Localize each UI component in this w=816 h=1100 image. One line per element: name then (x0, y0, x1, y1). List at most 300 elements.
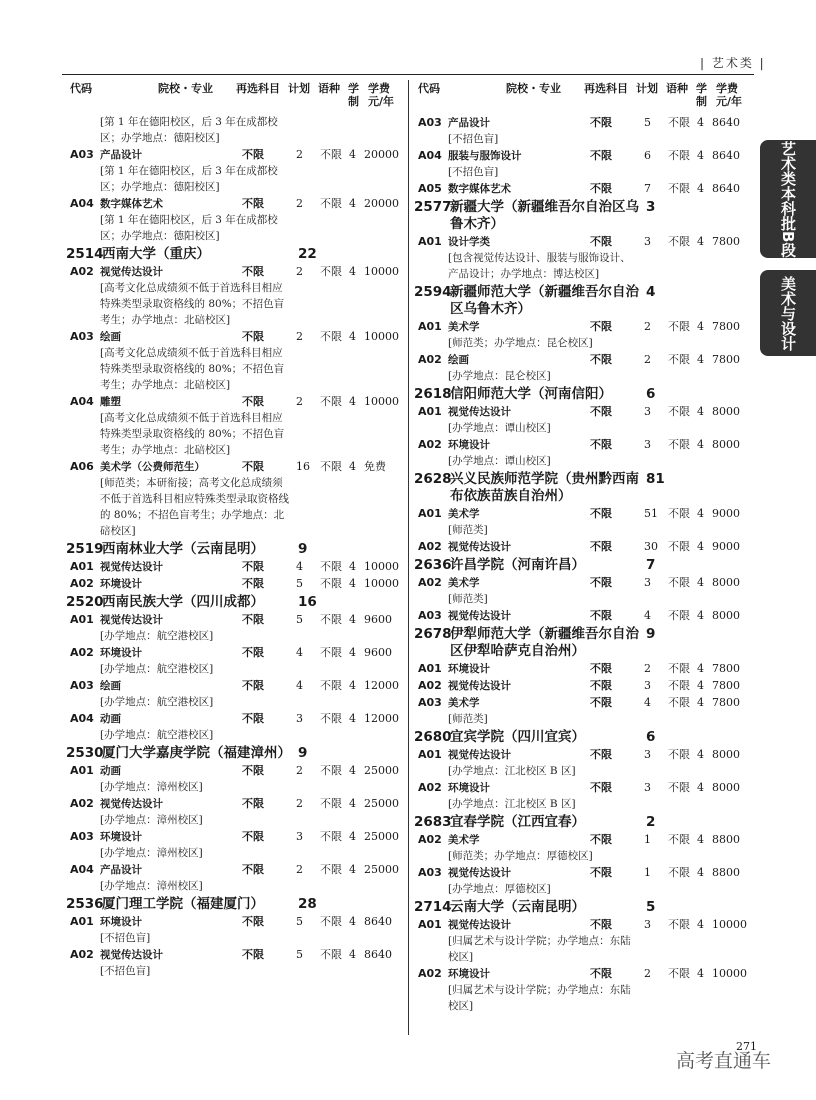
major-subject: 不限 (242, 460, 264, 473)
major-language: 不限 (668, 438, 690, 451)
major-note: [办学地点：漳州校区] (100, 814, 203, 826)
major-subject: 不限 (590, 781, 612, 794)
major-row (414, 575, 754, 591)
major-subject: 不限 (590, 438, 612, 451)
major-note: [办学地点：谭山校区] (448, 455, 551, 467)
major-note: [高考文化总成绩须不低于首选科目相应特殊类型录取资格线的 80%；不招色盲考生；办学地点：北碚校区] (100, 412, 285, 456)
major-fee: 8640 (364, 915, 392, 928)
major-code: A01 (70, 915, 94, 928)
major-years: 4 (349, 863, 356, 876)
university-row (66, 246, 406, 263)
major-note: [办学地点：江北校区 B 区] (448, 798, 576, 810)
col-school: 院校・专业 (506, 82, 561, 95)
major-language: 不限 (320, 863, 342, 876)
university-code: 2683 (414, 814, 452, 830)
major-fee: 8640 (712, 149, 740, 162)
university-row (66, 541, 406, 558)
university-plan: 28 (298, 896, 317, 912)
university-name: 云南大学（云南昆明） (450, 899, 585, 915)
major-language: 不限 (320, 577, 342, 590)
major-years: 4 (697, 748, 704, 761)
major-language: 不限 (668, 182, 690, 195)
major-name: 数字媒体艺术 (448, 183, 511, 195)
major-row (414, 661, 754, 677)
major-code: A02 (70, 265, 94, 278)
major-row (66, 711, 406, 727)
major-plan: 2 (296, 797, 303, 810)
column-header-left (66, 82, 406, 114)
major-years: 4 (697, 507, 704, 520)
major-years: 4 (697, 662, 704, 675)
major-language: 不限 (320, 797, 342, 810)
major-name: 雕塑 (100, 396, 121, 408)
university-code: 2536 (66, 896, 104, 912)
major-plan: 4 (644, 696, 651, 709)
major-name: 动画 (100, 713, 121, 725)
major-note: [办学地点：昆仑校区] (448, 370, 551, 382)
major-subject: 不限 (242, 679, 264, 692)
major-name: 绘画 (100, 331, 121, 343)
major-code: A01 (418, 507, 442, 520)
major-code: A02 (418, 967, 442, 980)
university-row (66, 745, 406, 762)
university-plan: 6 (646, 729, 656, 745)
major-language: 不限 (668, 679, 690, 692)
major-name: 视觉传达设计 (448, 610, 511, 622)
university-code: 2520 (66, 594, 104, 610)
major-language: 不限 (668, 696, 690, 709)
university-plan: 9 (298, 541, 308, 557)
major-language: 不限 (320, 830, 342, 843)
major-row (414, 437, 754, 453)
major-language: 不限 (320, 197, 342, 210)
major-row (414, 966, 754, 982)
major-name: 环境设计 (448, 968, 490, 980)
side-tab-category[interactable]: 美术与设计类 (760, 270, 816, 356)
major-note: [师范类；本研衔接；高考文化总成绩须不低于首选科目相应特殊类型录取资格线的 80%；不招色盲考生；办学地点：北碚校区] (100, 477, 289, 537)
major-subject: 不限 (590, 320, 612, 333)
major-fee: 20000 (364, 148, 399, 161)
major-name: 绘画 (448, 354, 469, 366)
major-row (414, 539, 754, 555)
major-years: 4 (697, 781, 704, 794)
major-note: [包含视觉传达设计、服装与服饰设计、产品设计；办学地点：博达校区] (448, 252, 631, 280)
major-years: 4 (349, 915, 356, 928)
major-language: 不限 (668, 833, 690, 846)
major-name: 美术学 (448, 577, 480, 589)
column-divider (408, 80, 409, 1035)
university-code: 2628 (414, 471, 452, 487)
major-row (66, 459, 406, 475)
university-row (414, 284, 754, 318)
major-row (66, 559, 406, 575)
major-subject: 不限 (242, 265, 264, 278)
major-language: 不限 (320, 330, 342, 343)
major-language: 不限 (668, 235, 690, 248)
university-code: 2678 (414, 626, 452, 642)
major-name: 环境设计 (448, 439, 490, 451)
major-code: A04 (70, 197, 94, 210)
major-language: 不限 (320, 560, 342, 573)
university-plan: 22 (298, 246, 317, 262)
major-subject: 不限 (242, 560, 264, 573)
side-tab-batch[interactable]: 艺术类本科批B段 (760, 140, 816, 258)
right-column (414, 114, 754, 1014)
major-name: 视觉传达设计 (448, 749, 511, 761)
major-note: [办学地点：航空港校区] (100, 696, 214, 708)
major-fee: 8640 (712, 116, 740, 129)
major-language: 不限 (320, 460, 342, 473)
col-language: 语种 (666, 82, 688, 95)
major-plan: 30 (644, 540, 658, 553)
major-note: [办学地点：谭山校区] (448, 422, 551, 434)
major-subject: 不限 (590, 609, 612, 622)
university-name: 宜宾学院（四川宜宾） (450, 729, 585, 745)
watermark: 高考直通车 (676, 1050, 772, 1072)
major-subject: 不限 (242, 948, 264, 961)
major-language: 不限 (320, 679, 342, 692)
major-code: A02 (418, 353, 442, 366)
major-plan: 2 (296, 863, 303, 876)
major-plan: 3 (296, 712, 303, 725)
major-note: [办学地点：航空港校区] (100, 663, 214, 675)
major-fee: 20000 (364, 197, 399, 210)
university-plan: 4 (646, 284, 656, 300)
major-years: 4 (349, 395, 356, 408)
major-years: 4 (697, 696, 704, 709)
major-plan: 3 (644, 679, 651, 692)
page-number: 271 (736, 1040, 757, 1053)
major-note: [归属艺术与设计学院；办学地点：东陆校区] (448, 984, 631, 1012)
col-fee: 学费元/年 (716, 82, 743, 108)
university-plan: 9 (298, 745, 308, 761)
major-fee: 8800 (712, 833, 740, 846)
major-years: 4 (697, 438, 704, 451)
major-plan: 5 (296, 577, 303, 590)
major-subject: 不限 (590, 679, 612, 692)
major-code: A04 (70, 712, 94, 725)
major-row (66, 329, 406, 345)
major-years: 4 (349, 679, 356, 692)
university-plan: 16 (298, 594, 317, 610)
major-row (66, 763, 406, 779)
university-name: 新疆大学（新疆维吾尔自治区乌鲁木齐） (450, 199, 639, 232)
major-code: A02 (70, 948, 94, 961)
major-fee: 9000 (712, 507, 740, 520)
major-name: 产品设计 (100, 864, 142, 876)
major-plan: 2 (296, 330, 303, 343)
major-name: 视觉传达设计 (100, 949, 163, 961)
major-code: A01 (418, 918, 442, 931)
major-plan: 2 (296, 395, 303, 408)
university-code: 2519 (66, 541, 104, 557)
university-code: 2680 (414, 729, 452, 745)
major-language: 不限 (320, 948, 342, 961)
major-code: A02 (418, 781, 442, 794)
university-name: 厦门大学嘉庚学院（福建漳州） (102, 745, 291, 761)
major-fee: 10000 (712, 967, 747, 980)
major-name: 视觉传达设计 (100, 561, 163, 573)
major-fee: 9600 (364, 646, 392, 659)
major-years: 4 (697, 679, 704, 692)
major-name: 环境设计 (100, 578, 142, 590)
major-years: 4 (697, 918, 704, 931)
major-language: 不限 (668, 918, 690, 931)
major-subject: 不限 (242, 797, 264, 810)
major-years: 4 (349, 646, 356, 659)
major-code: A05 (418, 182, 442, 195)
major-years: 4 (697, 320, 704, 333)
major-note: [办学地点：漳州校区] (100, 880, 203, 892)
major-subject: 不限 (242, 764, 264, 777)
major-plan: 3 (644, 405, 651, 418)
major-note: [师范类] (448, 713, 488, 725)
major-code: A01 (418, 405, 442, 418)
major-row (414, 917, 754, 933)
university-row (414, 899, 754, 916)
major-code: A01 (418, 748, 442, 761)
major-fee: 8000 (712, 781, 740, 794)
major-language: 不限 (320, 148, 342, 161)
major-note: [高考文化总成绩须不低于首选科目相应特殊类型录取资格线的 80%；不招色盲考生；办学地点：北碚校区] (100, 347, 285, 391)
major-name: 设计学类 (448, 236, 490, 248)
major-row (66, 796, 406, 812)
major-name: 视觉传达设计 (100, 798, 163, 810)
major-fee: 10000 (364, 265, 399, 278)
university-code: 2714 (414, 899, 452, 915)
major-subject: 不限 (590, 918, 612, 931)
major-years: 4 (697, 405, 704, 418)
major-years: 4 (697, 833, 704, 846)
major-name: 美术学（公费师范生） (100, 461, 205, 473)
major-row (414, 115, 754, 131)
major-name: 环境设计 (100, 916, 142, 928)
major-fee: 7800 (712, 353, 740, 366)
major-fee: 25000 (364, 797, 399, 810)
major-code: A02 (418, 679, 442, 692)
major-plan: 3 (644, 438, 651, 451)
major-row (66, 147, 406, 163)
major-years: 4 (697, 116, 704, 129)
major-language: 不限 (668, 781, 690, 794)
major-subject: 不限 (242, 148, 264, 161)
major-plan: 2 (644, 662, 651, 675)
university-name: 伊犁师范大学（新疆维吾尔自治区伊犁哈萨克自治州） (450, 626, 639, 659)
major-subject: 不限 (590, 866, 612, 879)
major-row (414, 832, 754, 848)
major-fee: 25000 (364, 830, 399, 843)
major-plan: 4 (644, 609, 651, 622)
col-code: 代码 (418, 82, 440, 95)
university-code: 2514 (66, 246, 104, 262)
major-language: 不限 (668, 507, 690, 520)
major-row (66, 829, 406, 845)
major-name: 环境设计 (448, 782, 490, 794)
major-subject: 不限 (590, 540, 612, 553)
university-row (414, 199, 754, 233)
major-language: 不限 (320, 764, 342, 777)
major-row (66, 645, 406, 661)
major-language: 不限 (320, 265, 342, 278)
col-fee: 学费元/年 (368, 82, 395, 108)
major-subject: 不限 (590, 353, 612, 366)
major-code: A02 (70, 646, 94, 659)
major-language: 不限 (668, 866, 690, 879)
major-code: A01 (418, 320, 442, 333)
major-subject: 不限 (242, 830, 264, 843)
major-note: [第 1 年在德阳校区，后 3 年在成都校区；办学地点：德阳校区] (100, 214, 278, 242)
major-fee: 9600 (364, 613, 392, 626)
university-code: 2618 (414, 386, 452, 402)
major-years: 4 (697, 182, 704, 195)
major-name: 环境设计 (448, 663, 490, 675)
major-fee: 8800 (712, 866, 740, 879)
university-row (414, 557, 754, 574)
major-plan: 51 (644, 507, 658, 520)
major-name: 美术学 (448, 508, 480, 520)
major-note: [归属艺术与设计学院；办学地点：东陆校区] (448, 935, 631, 963)
major-plan: 3 (644, 235, 651, 248)
major-note: [办学地点：漳州校区] (100, 781, 203, 793)
major-fee: 10000 (364, 577, 399, 590)
major-fee: 8640 (364, 948, 392, 961)
university-name: 西南林业大学（云南昆明） (102, 541, 264, 557)
major-plan: 6 (644, 149, 651, 162)
major-row (66, 576, 406, 592)
major-code: A02 (70, 577, 94, 590)
major-subject: 不限 (590, 405, 612, 418)
major-note: [办学地点：航空港校区] (100, 630, 214, 642)
major-row (66, 914, 406, 930)
major-years: 4 (697, 353, 704, 366)
major-language: 不限 (320, 613, 342, 626)
major-fee: 7800 (712, 662, 740, 675)
major-code: A03 (70, 148, 94, 161)
header-rule (62, 74, 754, 75)
major-years: 4 (697, 609, 704, 622)
major-years: 4 (349, 764, 356, 777)
col-years: 学制 (348, 82, 359, 108)
major-subject: 不限 (242, 863, 264, 876)
major-row (66, 862, 406, 878)
major-row (414, 352, 754, 368)
major-row (414, 404, 754, 420)
university-code: 2594 (414, 284, 452, 300)
major-years: 4 (697, 967, 704, 980)
major-plan: 2 (296, 197, 303, 210)
major-note: [师范类；办学地点：厚德校区] (448, 850, 593, 862)
major-name: 视觉传达设计 (448, 867, 511, 879)
major-years: 4 (349, 830, 356, 843)
major-note: [办学地点：航空港校区] (100, 729, 214, 741)
major-plan: 7 (644, 182, 651, 195)
major-plan: 5 (296, 613, 303, 626)
major-row (66, 947, 406, 963)
major-fee: 8000 (712, 576, 740, 589)
major-plan: 2 (644, 967, 651, 980)
major-language: 不限 (320, 915, 342, 928)
university-name: 西南大学（重庆） (102, 246, 210, 262)
university-code: 2530 (66, 745, 104, 761)
major-fee: 10000 (364, 395, 399, 408)
major-note: [师范类；办学地点：昆仑校区] (448, 337, 593, 349)
major-note: [不招色盲] (100, 965, 151, 977)
major-plan: 1 (644, 833, 651, 846)
major-code: A02 (418, 438, 442, 451)
major-code: A03 (70, 330, 94, 343)
major-language: 不限 (668, 967, 690, 980)
major-plan: 4 (296, 679, 303, 692)
university-plan: 5 (646, 899, 656, 915)
major-code: A03 (418, 609, 442, 622)
major-fee: 25000 (364, 863, 399, 876)
major-code: A01 (70, 560, 94, 573)
major-subject: 不限 (242, 646, 264, 659)
major-code: A04 (70, 863, 94, 876)
major-language: 不限 (668, 540, 690, 553)
major-subject: 不限 (590, 696, 612, 709)
major-code: A04 (70, 395, 94, 408)
major-name: 美术学 (448, 697, 480, 709)
major-note: [不招色盲] (100, 932, 151, 944)
major-note: [师范类] (448, 593, 488, 605)
major-plan: 5 (644, 116, 651, 129)
column-header-right (414, 82, 754, 114)
major-fee: 8640 (712, 182, 740, 195)
university-row (66, 896, 406, 913)
col-language: 语种 (318, 82, 340, 95)
col-subject: 再选科目 (584, 82, 628, 95)
col-plan: 计划 (288, 82, 310, 95)
major-code: A03 (70, 679, 94, 692)
major-name: 视觉传达设计 (448, 919, 511, 931)
major-language: 不限 (668, 405, 690, 418)
major-subject: 不限 (242, 712, 264, 725)
university-row (414, 729, 754, 746)
major-note: [办学地点：漳州校区] (100, 847, 203, 859)
major-plan: 2 (296, 265, 303, 278)
major-fee: 免费 (364, 460, 386, 473)
major-plan: 3 (644, 918, 651, 931)
major-years: 4 (349, 948, 356, 961)
major-subject: 不限 (590, 116, 612, 129)
university-plan: 7 (646, 557, 656, 573)
major-code: A03 (70, 830, 94, 843)
major-fee: 7800 (712, 235, 740, 248)
major-years: 4 (349, 460, 356, 473)
major-plan: 4 (296, 646, 303, 659)
major-row (414, 747, 754, 763)
major-note: [第 1 年在德阳校区，后 3 年在成都校区；办学地点：德阳校区] (100, 165, 278, 193)
major-language: 不限 (668, 609, 690, 622)
major-language: 不限 (668, 748, 690, 761)
major-plan: 16 (296, 460, 310, 473)
major-name: 数字媒体艺术 (100, 198, 163, 210)
major-years: 4 (349, 797, 356, 810)
university-name: 新疆师范大学（新疆维吾尔自治区乌鲁木齐） (450, 284, 639, 317)
major-note: [师范类] (448, 524, 488, 536)
major-row (414, 319, 754, 335)
major-years: 4 (349, 613, 356, 626)
major-language: 不限 (320, 395, 342, 408)
major-language: 不限 (668, 320, 690, 333)
major-fee: 10000 (712, 918, 747, 931)
major-fee: 9000 (712, 540, 740, 553)
major-subject: 不限 (242, 613, 264, 626)
major-years: 4 (697, 866, 704, 879)
major-years: 4 (349, 197, 356, 210)
major-code: A01 (70, 764, 94, 777)
